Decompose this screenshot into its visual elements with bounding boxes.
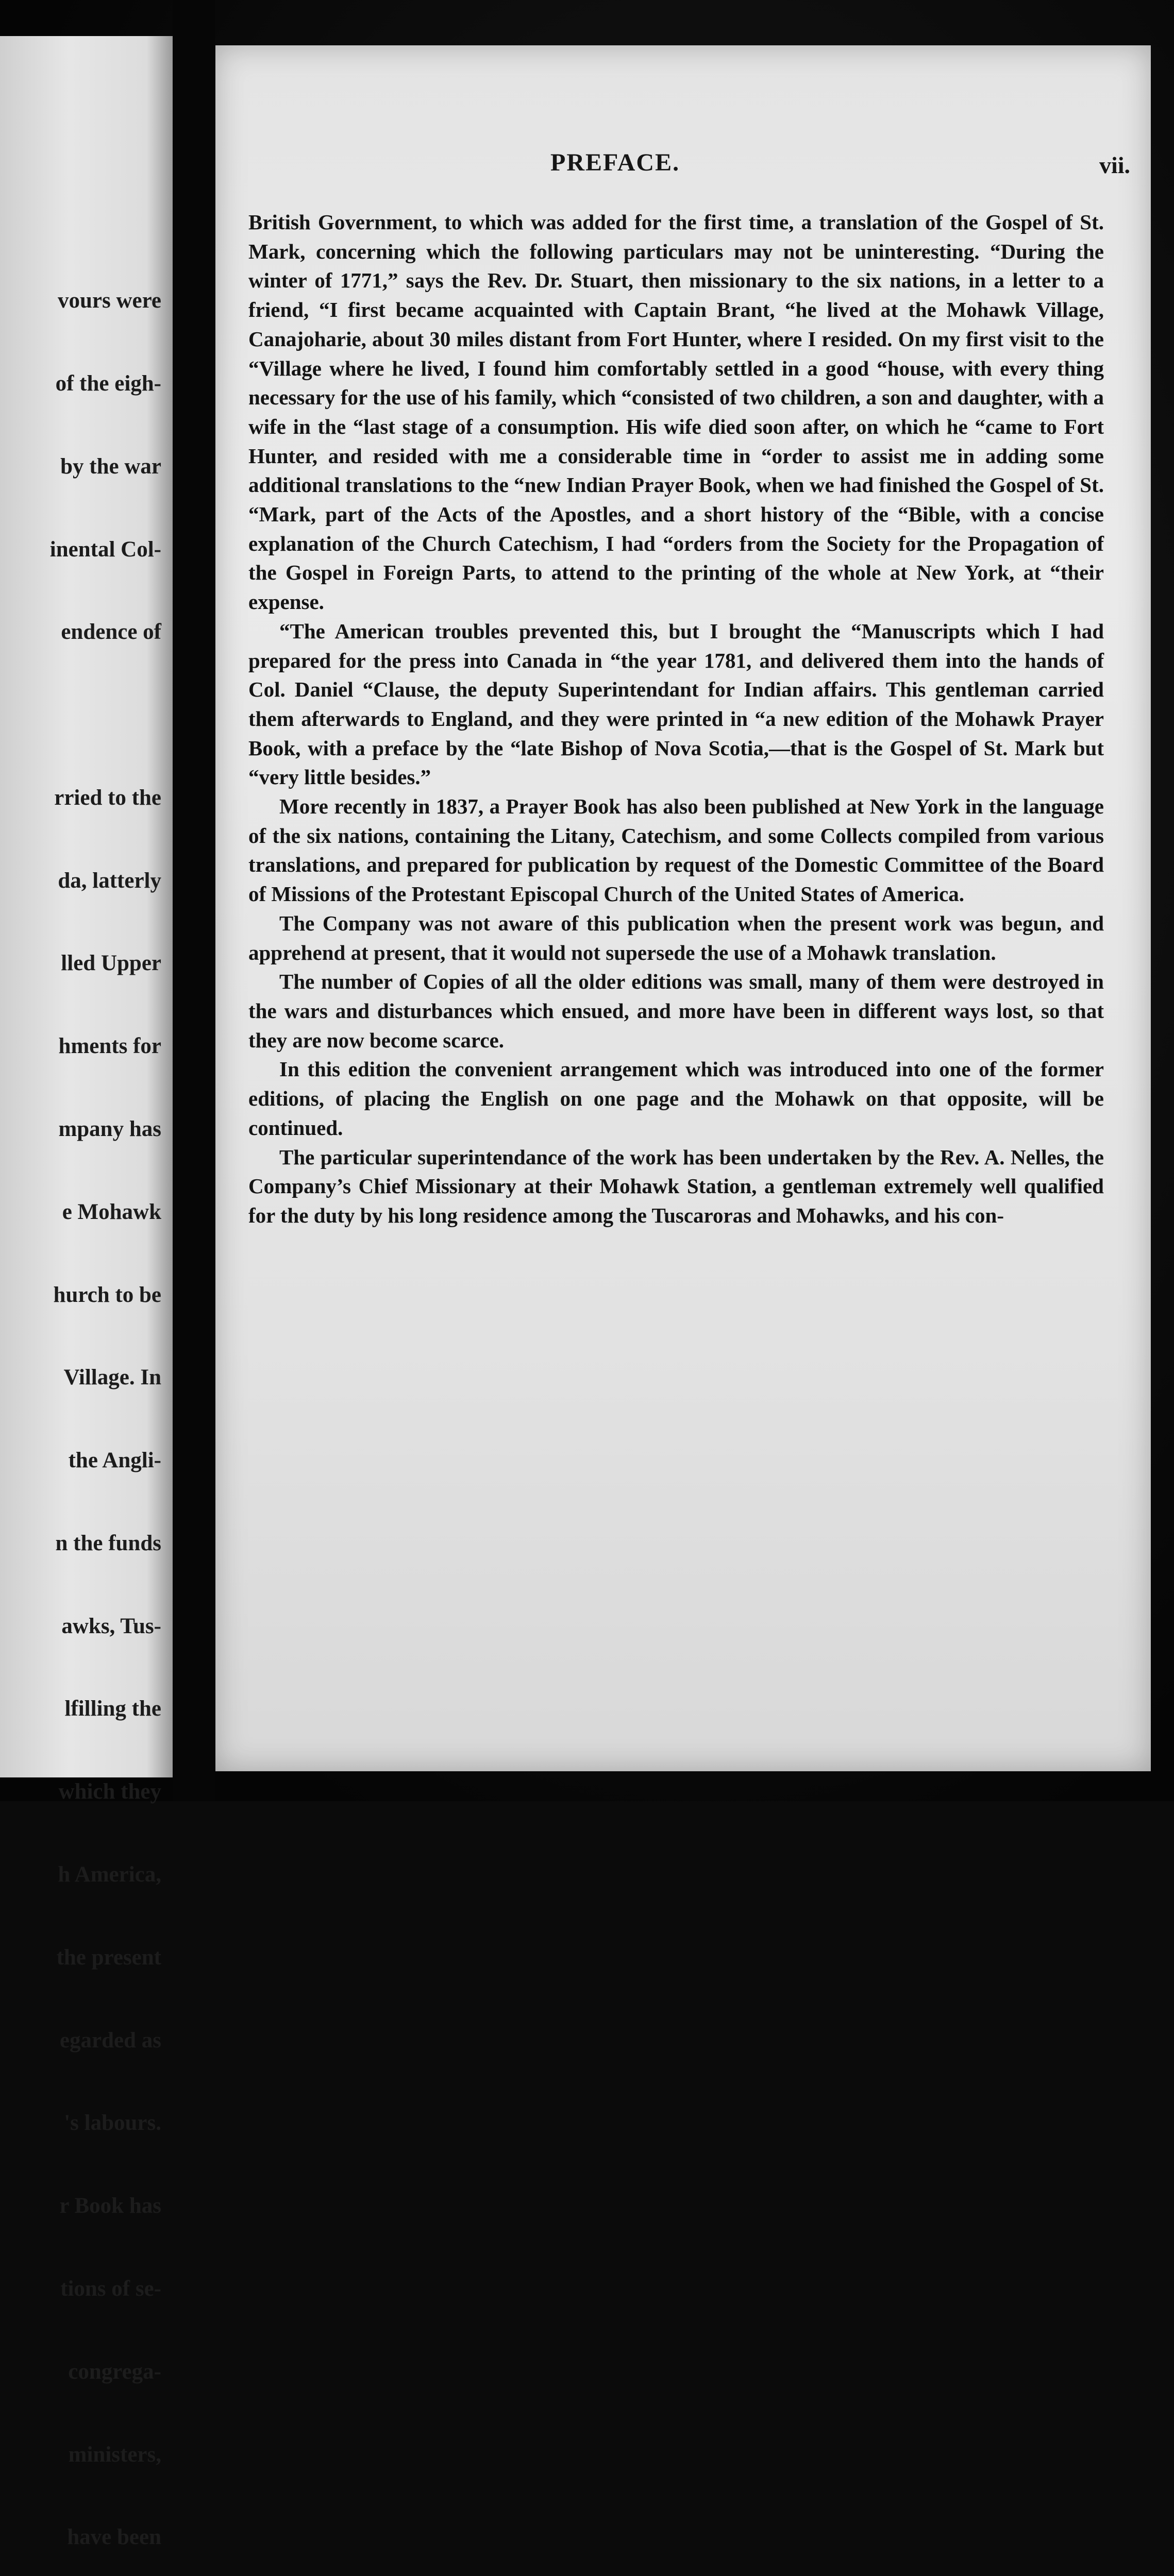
facing-line: mpany has [58, 1117, 161, 1141]
running-head [215, 148, 1151, 190]
facing-line: lfilling the [64, 1697, 161, 1721]
paragraph: The Company was not aware of this publication when the present work was begun, and apprehend at present, that it would not supersede the use of a Mohawk translation. [248, 911, 1104, 964]
facing-line: by the war [60, 454, 161, 479]
facing-line: awks, Tus- [61, 1614, 161, 1638]
facing-line: inental Col- [49, 537, 161, 562]
facing-line: n the funds [55, 1531, 161, 1555]
preface-page [215, 45, 1151, 1771]
facing-line: egarded as [59, 2028, 161, 2053]
facing-page-fragment [0, 36, 173, 2550]
facing-line: ministers, [68, 2442, 161, 2467]
paragraph: British Government, to which was added for the first time, a translation of the Gospel of St. Mark, concerning which the following particulars may not be uninteresting. “During the winter of 1771,” says the Rev. Dr. Stuart, then missionary to the six nations, in a letter to a friend, “I first became acquainted with Captain Brant, “he lived at the Mohawk Village, Canajoharie, about 30 miles distant from Fort Hunter, where I resided. On my first visit to the “Village where he lived, I found him comfortably settled in a good “house, with every thing necessary for the use of his family, which “consisted of two children, a son and daughter, with a wife in the “last stage of a consumption. His wife died soon after, on which he “came to Fort Hunter, and resided with me a considerable time in “order to assist me in adding some additional translations to the “new Indian Prayer Book, when we had finished the Gospel of St. “Mark, part of the Acts of the Apostles, and a short history of the “Bible, with a concise explanation of the Church Catechism, I had “orders from the Society for the Propagation of the Gospel in Foreign Parts, to attend to the printing of the whole at New York, at “their expense. [248, 210, 1104, 614]
facing-line: endence of [61, 620, 161, 645]
paragraph: “The American troubles prevented this, but I brought the “Manuscripts which I had prepared for the press into Canada in “the year 1781, and delivered them into the hands of Col. Daniel “Clause, the deputy Superintendant for Indian affairs. This gentleman carried them afterwards to England, and they were printed in “a new edition of the Mohawk Prayer Book, with a preface by the “late Bishop of Nova Scotia,—that is the Gospel of St. Mark but “very little besides.” [248, 619, 1104, 789]
paragraph: The particular superintendance of the work has been undertaken by the Rev. A. Nelles, the Company’s Chief Missionary at their Mohawk Station, a gentleman extremely well qualified for the duty by his long residence among the Tuscaroras and Mohawks, and his con- [248, 1145, 1104, 1227]
running-head-title: PREFACE. [550, 149, 680, 176]
facing-line: h America, [58, 1862, 161, 1887]
facing-line: hments for [58, 1034, 161, 1059]
facing-line: have been [67, 2525, 161, 2550]
facing-line: of the eigh- [55, 371, 161, 396]
facing-line: tions of se- [60, 2276, 161, 2301]
facing-line: the Angli- [68, 1448, 161, 1473]
facing-line: the present [56, 1945, 161, 1970]
facing-line [50, 701, 161, 729]
book-gutter [173, 0, 215, 1801]
page-number: vii. [1099, 152, 1130, 178]
facing-line: vours were [57, 289, 161, 313]
facing-line: Village. In [63, 1365, 161, 1390]
facing-line: 's labours. [64, 2111, 161, 2136]
facing-line: r Book has [59, 2194, 161, 2218]
paragraph: More recently in 1837, a Prayer Book has also been published at New York in the language of the six nations, containing the Litany, Catechism, and some Collects compiled from various translations, and prepared for publication by request of the Domestic Committee of the Board of Missions of the Protestant Episcopal Church of the United States of America. [248, 794, 1104, 906]
facing-line: hurch to be [53, 1282, 161, 1307]
facing-page-text [50, 232, 161, 2576]
paragraph: In this edition the convenient arrangement which was introduced into one of the former editions, of placing the English on one page and the Mohawk on that opposite, will be continued. [248, 1057, 1104, 1140]
facing-line: which they [58, 1780, 161, 1804]
facing-line: e Mohawk [62, 1199, 161, 1224]
body-text [248, 208, 1104, 1230]
paragraph: The number of Copies of all the older editions was small, many of them were destroyed in the wars and disturbances which ensued, and more have been in different ways lost, so that they are now become scarce. [248, 970, 1104, 1052]
facing-line: rried to the [54, 785, 161, 810]
facing-line: da, latterly [58, 868, 161, 893]
facing-line: lled Upper [61, 951, 161, 976]
facing-line: congrega- [68, 2359, 161, 2384]
